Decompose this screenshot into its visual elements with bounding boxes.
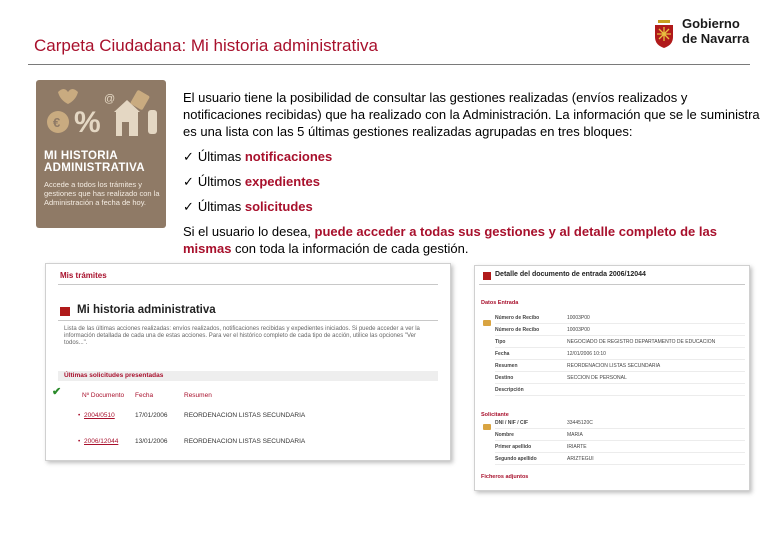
field-row [495, 339, 745, 348]
svg-text:%: % [74, 106, 101, 139]
row-date: 17/01/2006 [135, 412, 168, 419]
field-label: Primer apellido [495, 444, 532, 450]
field-label: Fecha [495, 351, 510, 357]
page-title: Carpeta Ciudadana: Mi historia administrativa [34, 36, 378, 55]
logo-line1: Gobierno [682, 16, 740, 31]
banner-description: Accede a todos los trámites y gestiones que has realizado con la Administración a fecha de hoy. [44, 180, 160, 207]
detalle-documento-screenshot [474, 265, 750, 491]
field-value: 12/01/2006 10:10 [567, 351, 606, 357]
mis-tramites-screenshot [45, 263, 451, 461]
historia-description: Lista de las últimas acciones realizadas: envíos realizados, notificaciones recibidas y expedientes iniciados. Si puede acceder a ver la información detallada de cada una de estas acciones. Para ver el histórico completo de cada tipo de acción, utilice las opciones "Ver todos...". [64, 326, 420, 346]
table-row [58, 438, 438, 448]
detail-part2: con toda la información de cada gestión. [231, 241, 469, 256]
divider [58, 320, 438, 321]
field-row [495, 444, 745, 453]
field-label: DNI / NIF / CIF [495, 420, 529, 426]
banner-title [44, 150, 145, 174]
column-doc: Nº Documento [82, 392, 125, 399]
field-row [495, 351, 745, 360]
svg-text:€: € [53, 115, 61, 130]
svg-text:@: @ [104, 93, 116, 105]
checkmark-icon: ✔ [52, 386, 62, 398]
field-value: 10003P00 [567, 327, 590, 333]
bullet-notificaciones [183, 148, 332, 173]
field-label: Tipo [495, 339, 506, 345]
field-label: Segundo apellido [495, 456, 537, 462]
field-row [495, 420, 745, 429]
row-summary: REORDENACION LISTAS SECUNDARIA [184, 438, 306, 445]
bullet-solicitudes [183, 198, 332, 223]
field-value: MARIA [567, 432, 583, 438]
field-label: Nombre [495, 432, 514, 438]
checkmark-icon: ✓ [183, 200, 194, 215]
bullet-prefix: Últimas [197, 149, 245, 164]
field-label: Número de Recibo [495, 315, 540, 321]
field-row [495, 375, 745, 384]
detail-part1: Si el usuario lo desea, [183, 224, 315, 239]
field-row [495, 456, 745, 465]
table-header [58, 392, 438, 402]
logo-line2: de Navarra [682, 31, 750, 46]
field-value: 33445120C [567, 420, 593, 426]
field-row [495, 432, 745, 441]
intro-paragraph: El usuario tiene la posibilidad de consultar las gestiones realizadas (envíos realizados y notificaciones recibidas) que ha realizado con la Administración. La información que se le suministra es una lista con las 5 últimas gestiones realizadas agrupadas en tres bloques: [183, 90, 760, 139]
bullet-expedientes [183, 173, 332, 198]
gobierno-navarra-logo [652, 15, 752, 53]
navarra-crest-icon [652, 17, 676, 49]
row-date: 13/01/2006 [135, 438, 168, 445]
section-header [58, 371, 438, 381]
bullet-prefix: Últimas [197, 199, 245, 214]
field-row [495, 363, 745, 372]
field-label: Descripción [495, 387, 524, 393]
detail-paragraph [183, 223, 763, 257]
detail-bold: puede acceder a todas sus gestiones y al detalle completo de las mismas [183, 224, 717, 256]
field-label: Resumen [495, 363, 518, 369]
document-link[interactable]: 2006/12044 [84, 438, 119, 445]
bullet-bold: solicitudes [244, 199, 313, 214]
user-icon [483, 424, 491, 430]
field-label: Número de Recibo [495, 327, 540, 333]
detalle-heading: Detalle del documento de entrada 2006/12044 [495, 271, 646, 278]
bullet-bold: expedientes [244, 174, 321, 189]
banner-illustration-icon [36, 80, 166, 146]
field-row [495, 387, 745, 396]
field-label: Destino [495, 375, 514, 381]
column-resumen: Resumen [184, 392, 212, 399]
section-datos-entrada: Datos Entrada [481, 300, 519, 306]
row-bullet: • [78, 438, 81, 445]
field-value: REORDENACION LISTAS SECUNDARIA [567, 363, 661, 369]
checkmark-icon: ✓ [183, 175, 194, 190]
section-solicitante: Solicitante [481, 412, 509, 418]
section-title: Últimas solicitudes presentadas [64, 372, 164, 379]
document-link[interactable]: 2004/0510 [84, 412, 115, 419]
table-row [58, 412, 438, 422]
checkmark-icon: ✓ [183, 150, 194, 165]
historia-heading: Mi historia administrativa [77, 304, 216, 316]
divider [58, 284, 438, 285]
field-value: SECCION DE PERSONAL [567, 375, 627, 381]
document-icon [483, 272, 491, 280]
section-ficheros: Ficheros adjuntos [481, 474, 529, 480]
bullet-bold: notificaciones [244, 149, 333, 164]
banner-title-line1: MI HISTORIA [44, 150, 119, 162]
field-value: IRIARTE [567, 444, 587, 450]
field-value: 10003P00 [567, 315, 590, 321]
mi-historia-banner[interactable] [36, 80, 166, 228]
divider [479, 284, 745, 285]
bullet-prefix: Últimos [197, 174, 245, 189]
banner-title-line2: ADMINISTRATIVA [44, 162, 145, 174]
row-summary: REORDENACION LISTAS SECUNDARIA [184, 412, 306, 419]
column-fecha: Fecha [135, 392, 154, 399]
header-divider [28, 64, 750, 65]
bullet-list [183, 148, 332, 223]
field-value: ARIZTEGUI [567, 456, 594, 462]
folder-icon [483, 320, 491, 326]
folder-icon [60, 307, 70, 316]
mis-tramites-label: Mis trámites [60, 271, 107, 280]
field-value: NEGOCIADO DE REGISTRO DEPARTAMENTO DE EDUCACION [567, 339, 716, 345]
field-row [495, 315, 745, 324]
row-bullet: • [78, 412, 81, 419]
field-row [495, 327, 745, 336]
